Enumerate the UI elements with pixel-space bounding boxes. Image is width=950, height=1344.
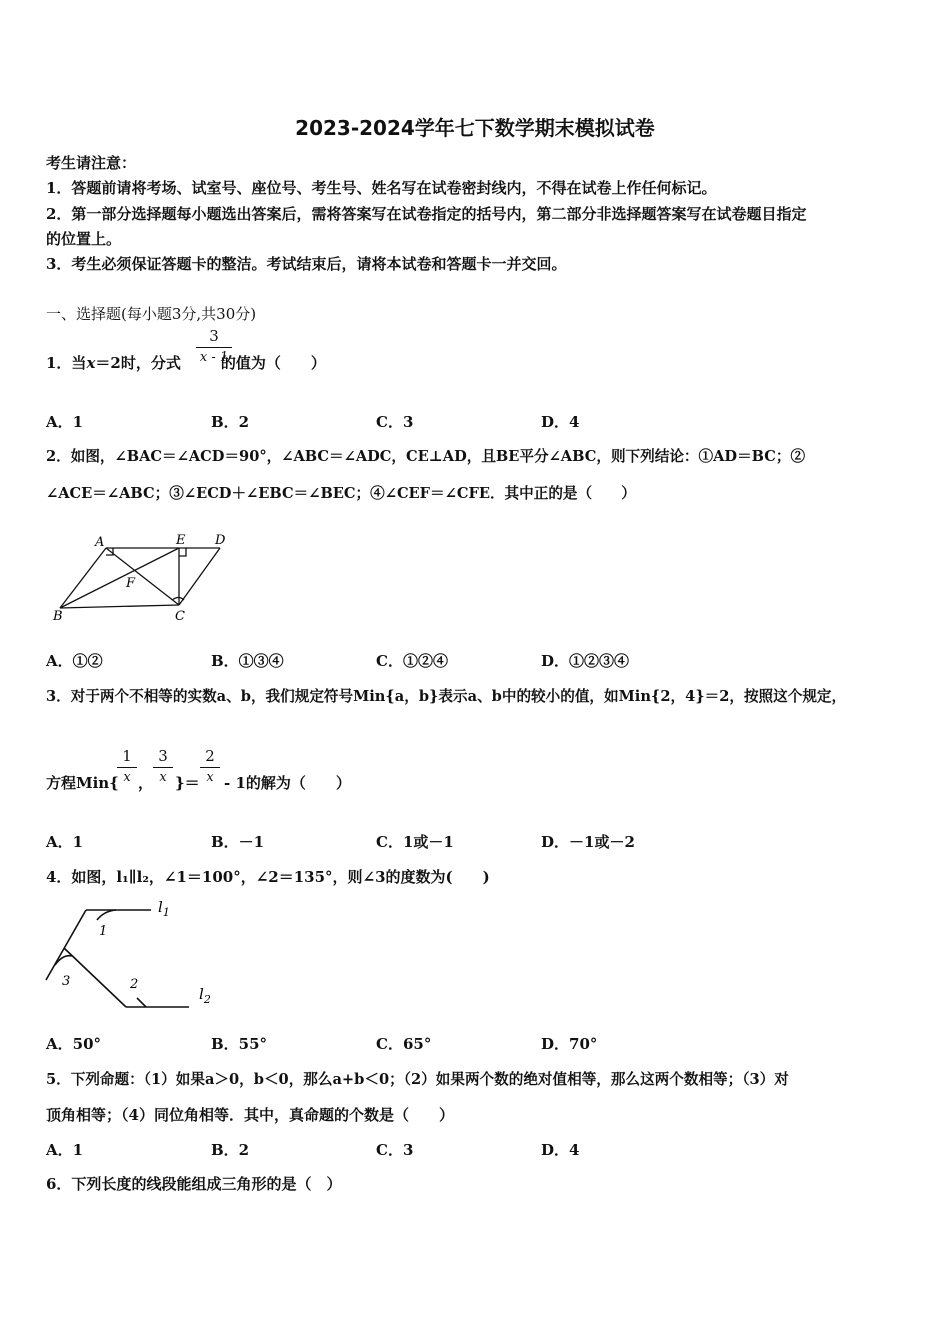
q4-angle-1: 1 bbox=[99, 924, 108, 939]
q5-stem-line-1: 5．下列命题：（1）如果a＞0，b＜0，那么a+b＜0；（2）如果两个数的绝对值相等，那么这两个数相等；（3）对 bbox=[46, 1071, 789, 1088]
q1-option-b[interactable]: B．2 bbox=[211, 413, 250, 431]
q5-stem-line-2: 顶角相等；（4）同位角相等．其中，真命题的个数是（ ） bbox=[46, 1106, 454, 1124]
q1-option-d[interactable]: D．4 bbox=[541, 413, 580, 431]
q2-label-f: F bbox=[126, 576, 136, 591]
q5-option-c[interactable]: C．3 bbox=[376, 1141, 414, 1159]
q2-label-a: A bbox=[95, 535, 105, 550]
q3-fraction-3: 2 x bbox=[200, 745, 220, 788]
q3-equation-pre: 方程Min{ bbox=[46, 774, 119, 792]
q2-option-b[interactable]: B．①③④ bbox=[211, 652, 284, 670]
q2-label-d: D bbox=[215, 533, 226, 548]
q3-comma: ， bbox=[138, 774, 154, 792]
page-title: 2023-2024学年七下数学期末模拟试卷 bbox=[295, 116, 655, 140]
q2-stem-line-2: ∠ACE＝∠ABC；③∠ECD＋∠EBC＝∠BEC；④∠CEF＝∠CFE．其中正的是（ ） bbox=[46, 485, 636, 502]
q4-angle-2: 2 bbox=[130, 977, 139, 992]
q6-stem: 6．下列长度的线段能组成三角形的是（ ） bbox=[46, 1175, 342, 1193]
notice-line-2a: 2．第一部分选择题每小题选出答案后，需将答案写在试卷指定的括号内，第二部分非选择题答案写在试卷题目指定 bbox=[46, 205, 807, 223]
q1-option-c[interactable]: C．3 bbox=[376, 413, 414, 431]
q2-figure bbox=[48, 528, 238, 626]
q2-label-c: C bbox=[175, 609, 185, 624]
notice-line-3: 3．考生必须保证答题卡的整洁。考试结束后，请将本试卷和答题卡一并交回。 bbox=[46, 255, 567, 273]
notice-line-2b: 的位置上。 bbox=[46, 230, 122, 248]
q3-equation-post: - 1的解为（ ） bbox=[224, 774, 351, 792]
q2-option-d[interactable]: D．①②③④ bbox=[541, 652, 630, 670]
q2-option-c[interactable]: C．①②④ bbox=[376, 652, 448, 670]
q3-option-b[interactable]: B．－1 bbox=[211, 833, 265, 851]
q4-label-l2: $l_2$ bbox=[199, 985, 211, 1006]
q3-equation-mid: }＝ bbox=[175, 774, 200, 792]
q4-angle-3: 3 bbox=[62, 974, 71, 989]
q5-option-d[interactable]: D．4 bbox=[541, 1141, 580, 1159]
q2-stem-line-1: 2．如图，∠BAC＝∠ACD＝90°，∠ABC＝∠ADC，CE⊥AD，且BE平分∠ABC，则下列结论：①AD＝BC；② bbox=[46, 448, 806, 465]
q3-option-a[interactable]: A．1 bbox=[46, 833, 84, 851]
notice-line-1: 1．答题前请将考场、试室号、座位号、考生号、姓名写在试卷密封线内，不得在试卷上作任何标记。 bbox=[46, 179, 717, 197]
q1-stem: 1．当x＝2时，分式 的值为（ ） bbox=[46, 354, 326, 372]
q3-option-c[interactable]: C．1或－1 bbox=[376, 833, 454, 851]
q4-figure bbox=[44, 895, 229, 1015]
q4-option-c[interactable]: C．65° bbox=[376, 1035, 432, 1053]
notice-heading: 考生请注意： bbox=[46, 154, 137, 172]
q5-option-a[interactable]: A．1 bbox=[46, 1141, 84, 1159]
q4-option-b[interactable]: B．55° bbox=[211, 1035, 268, 1053]
q3-fraction-1: 1 x bbox=[117, 745, 137, 788]
q1-fraction: 3 x - 1 bbox=[196, 325, 232, 368]
q4-label-l1: $l_1$ bbox=[158, 898, 170, 919]
q1-option-a[interactable]: A．1 bbox=[46, 413, 84, 431]
q3-option-d[interactable]: D．－1或－2 bbox=[541, 833, 635, 851]
q3-fraction-2: 3 x bbox=[153, 745, 173, 788]
q4-option-a[interactable]: A．50° bbox=[46, 1035, 102, 1053]
q2-label-b: B bbox=[53, 609, 63, 624]
q4-option-d[interactable]: D．70° bbox=[541, 1035, 598, 1053]
section-heading: 一、选择题(每小题3分,共30分) bbox=[46, 305, 257, 323]
q4-stem: 4．如图，l₁∥l₂，∠1＝100°，∠2＝135°，则∠3的度数为( ) bbox=[46, 868, 490, 886]
q2-label-e: E bbox=[176, 533, 186, 548]
q5-option-b[interactable]: B．2 bbox=[211, 1141, 250, 1159]
q2-option-a[interactable]: A．①② bbox=[46, 652, 103, 670]
q3-stem-line-1: 3．对于两个不相等的实数a、b，我们规定符号Min{a，b}表示a、b中的较小的值，如Min{2，4}＝2，按照这个规定， bbox=[46, 688, 847, 705]
